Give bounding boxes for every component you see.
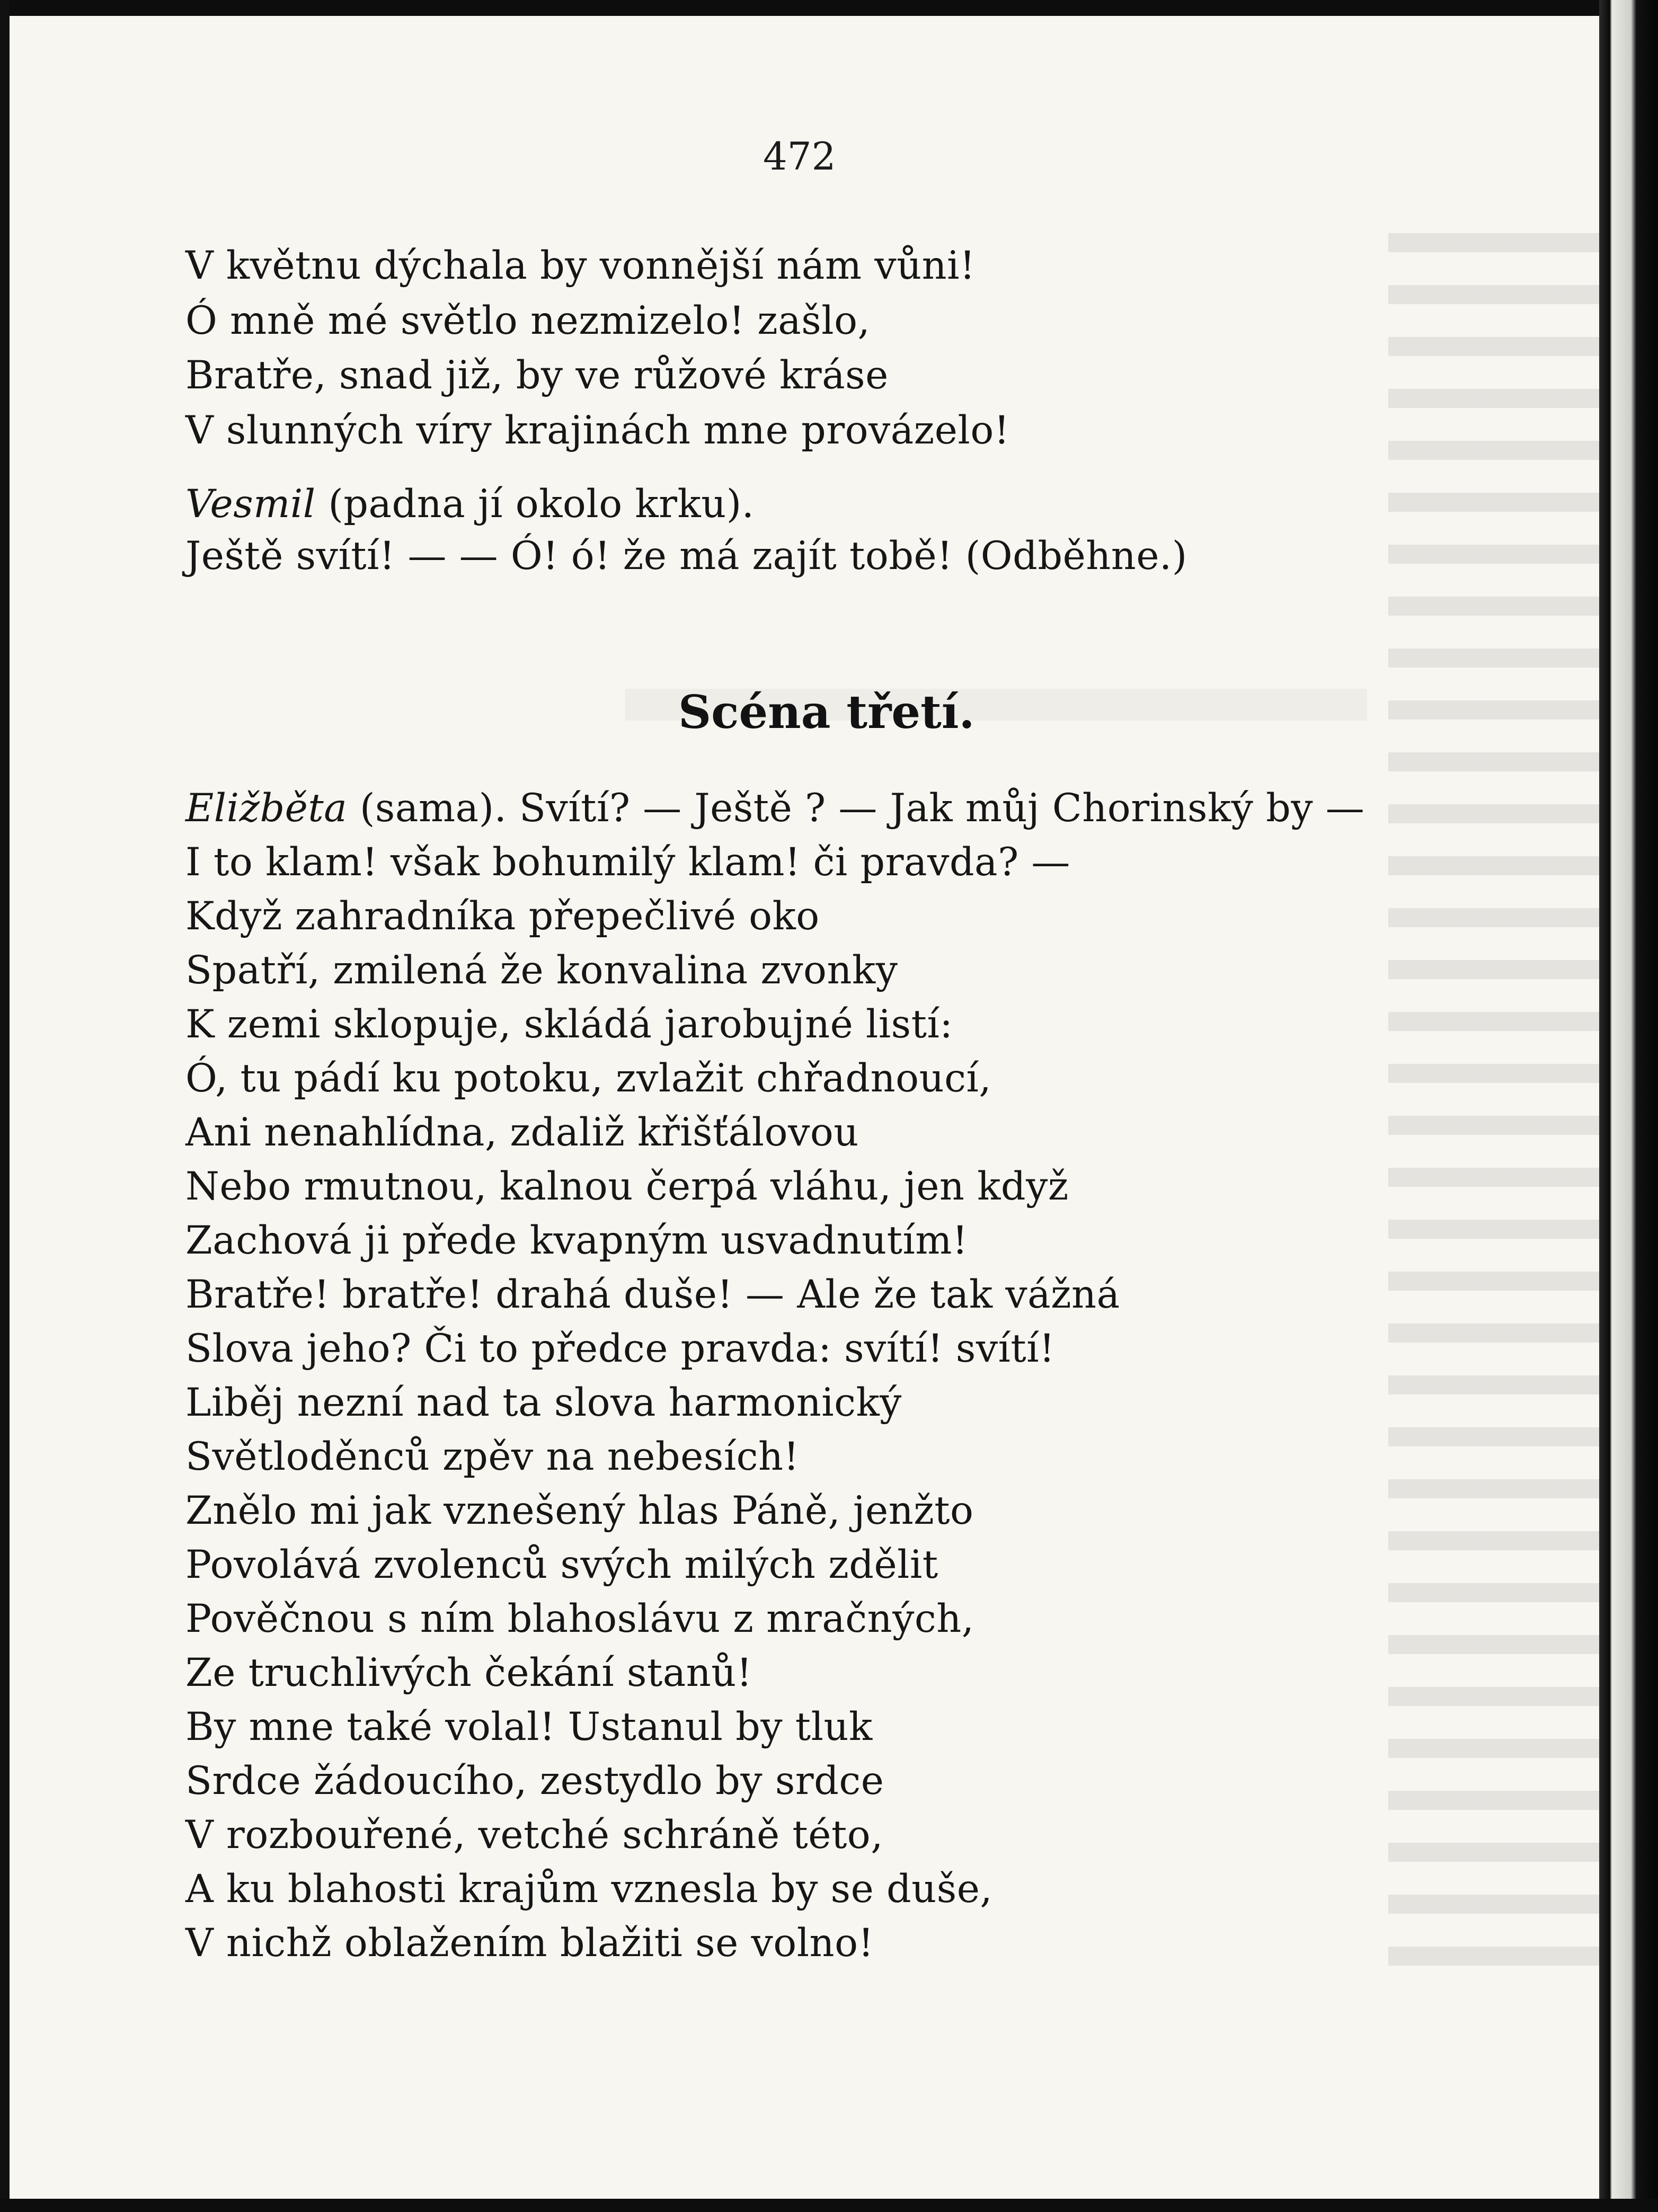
scan-border-top: [0, 0, 1658, 16]
stanza-1: [185, 238, 1500, 458]
speaker-line: [185, 478, 1500, 530]
verse-line: V rozbouřené, vetché schráně této,: [185, 1813, 883, 1858]
verse-line: By mne také volal! Ustanul by tluk: [185, 1704, 873, 1749]
verse-line: V květnu dýchala by vonnější nám vůni!: [185, 243, 976, 288]
page-number: 472: [763, 134, 836, 179]
verse-text: (sama). Svítí? — Ještě ? — Jak můj Chorinský by —: [359, 786, 1365, 831]
verse-line: Zachová ji přede kvapným usvadnutím!: [185, 1218, 968, 1263]
speaker-line: [185, 781, 1500, 836]
verse-line: K zemi sklopuje, skládá jarobujné listí:: [185, 1002, 953, 1047]
verse-line: Srdce žádoucího, zestydlo by srdce: [185, 1758, 884, 1804]
verse-line: Ze truchlivých čekání stanů!: [185, 1650, 752, 1695]
verse-line: Když zahradníka přepečlivé oko: [185, 894, 820, 939]
verse-line: Světloděnců zpěv na nebesích!: [185, 1434, 800, 1479]
verse-line: Bratře, snad již, by ve růžové kráse: [185, 353, 889, 398]
verse-line: Pověčnou s ním blahoslávu z mračných,: [185, 1596, 974, 1641]
elizbeta-monologue: [185, 781, 1500, 1970]
stage-direction: (padna jí okolo krku).: [328, 482, 755, 527]
verse-line: Ó, tu pádí ku potoku, zvlažit chřadnoucí,: [185, 1056, 992, 1101]
verse-line: Ó mně mé světlo nezmizelo! zašlo,: [185, 298, 871, 343]
verse-line: A ku blahosti krajům vznesla by se duše,: [185, 1867, 993, 1912]
scan-border-right: [1599, 0, 1658, 2212]
verse-line: Spatří, zmilená že konvalina zvonky: [185, 948, 898, 993]
speaker-name: Eližběta: [185, 786, 348, 831]
vesmil-speech: [185, 478, 1500, 582]
verse-line: I to klam! však bohumilý klam! či pravda? —: [185, 840, 1070, 885]
scan-border-left: [0, 0, 10, 2212]
verse-line: Ještě svítí! — — Ó! ó! že má zajít tobě! (Odběhne.): [185, 534, 1187, 579]
verse-line: Povolává zvolenců svých milých zdělit: [185, 1542, 938, 1587]
verse-line: Znělo mi jak vznešený hlas Páně, jenžto: [185, 1488, 974, 1533]
verse-line: Slova jeho? Či to předce pravda: svítí! svítí!: [185, 1326, 1055, 1371]
verse-line: V nichž oblažením blažiti se volno!: [185, 1921, 874, 1966]
scene-title: Scéna třetí.: [678, 686, 975, 739]
verse-line: Liběj nezní nad ta slova harmonický: [185, 1380, 902, 1425]
speaker-name: Vesmil: [185, 482, 316, 527]
verse-line: V slunných víry krajinách mne provázelo!: [185, 407, 1010, 453]
verse-line: Ani nenahlídna, zdaliž křišťálovou: [185, 1110, 859, 1155]
scan-border-bottom: [0, 2199, 1658, 2212]
verse-line: Nebo rmutnou, kalnou čerpá vláhu, jen když: [185, 1164, 1069, 1209]
verse-line: Bratře! bratře! drahá duše! — Ale že tak vážná: [185, 1272, 1120, 1317]
